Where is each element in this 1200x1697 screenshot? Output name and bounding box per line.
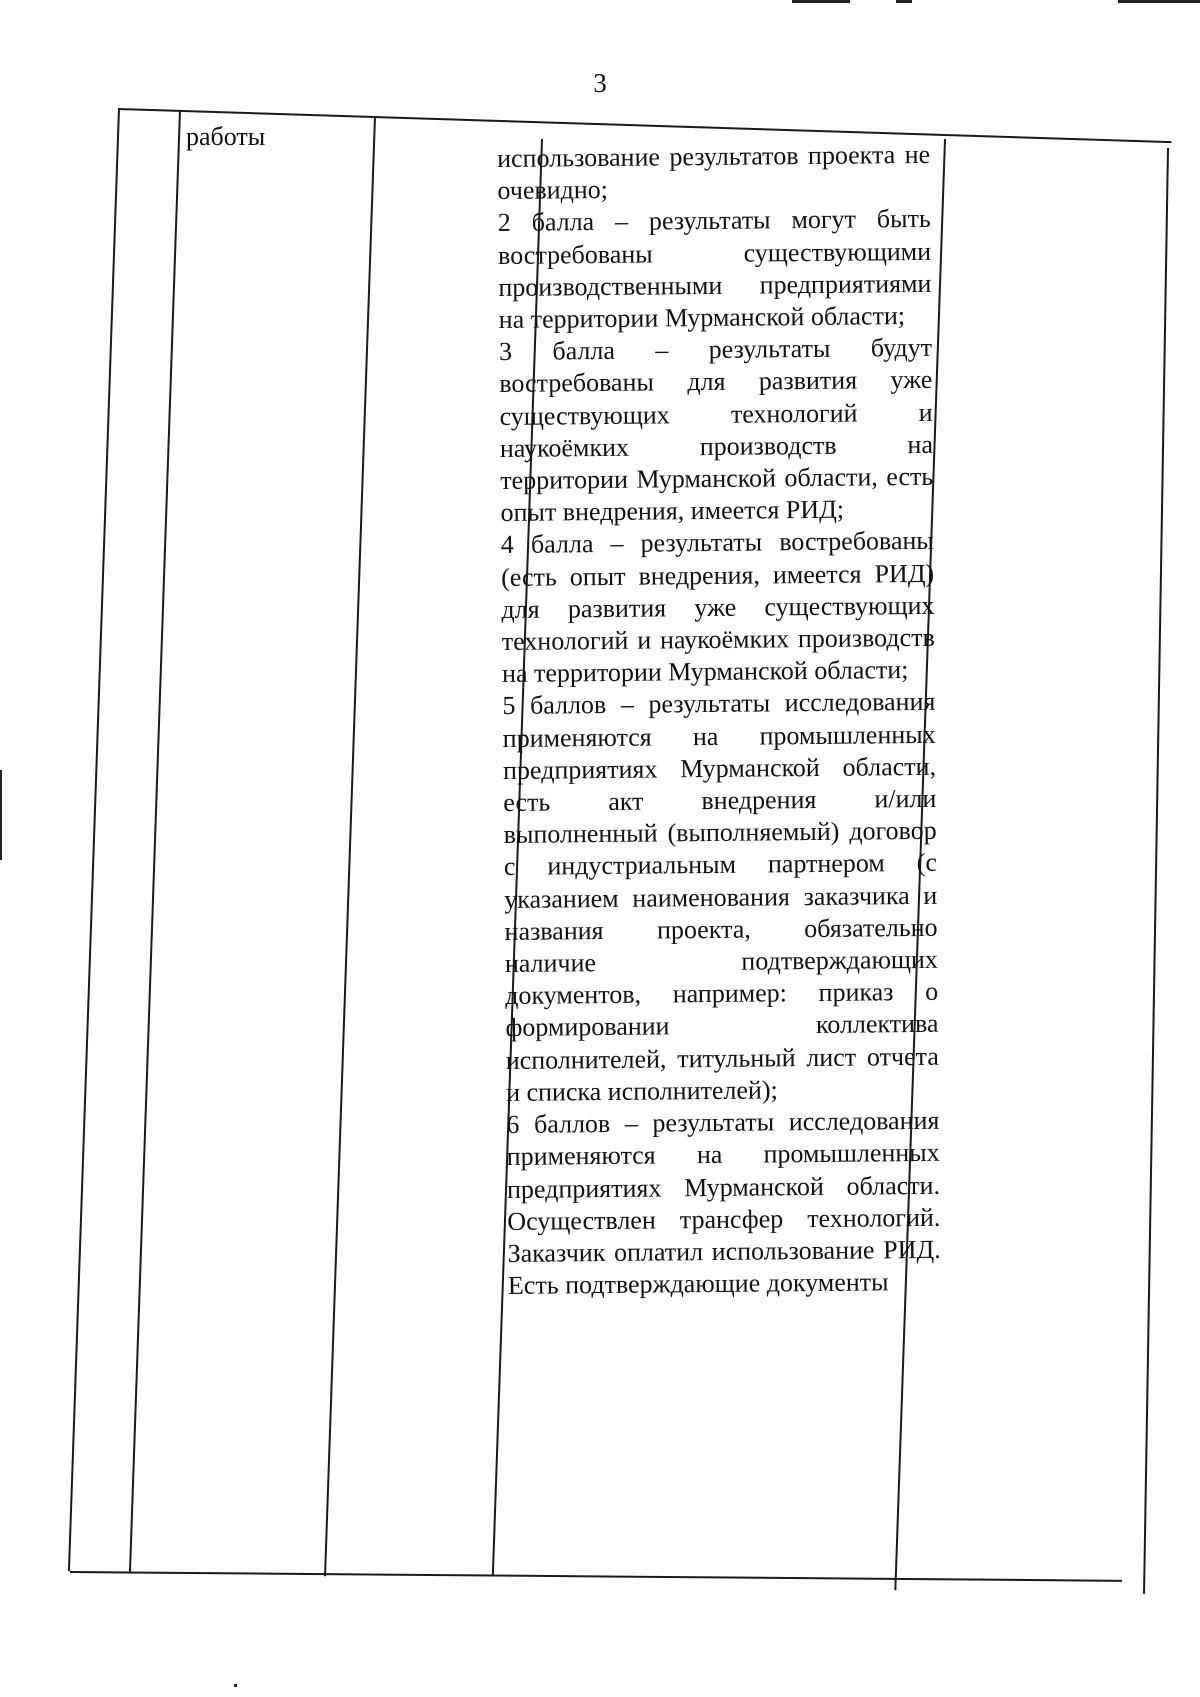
criteria-item-1: использование результатов проекта не очевидно; <box>497 139 931 206</box>
criteria-item-6: 6 баллов – результаты исследования применяются на промышленных предприятиях Мурманской области. Осуществлен трансфер технологий. Заказчик оплатил использование РИД. Есть подтверждающие документы <box>506 1105 941 1301</box>
scan-mark-top-2 <box>896 0 912 3</box>
scan-mark-top-3 <box>1118 0 1200 3</box>
column-cell-label: работы <box>186 122 266 151</box>
criteria-item-4: 4 балла – результаты востребованы (есть опыт внедрения, имеется РИД) для развития уже существующих технологий и наукоёмких производств на территории Мурманской области; <box>500 526 935 689</box>
column-divider-1 <box>129 110 181 1572</box>
criteria-item-2: 2 балла – результаты могут быть востребованы существующими производственными предприятиями на территории Мурманской области; <box>497 204 932 335</box>
table-top-border <box>118 108 1172 143</box>
scan-mark-dot <box>234 1684 237 1687</box>
table-left-border <box>68 108 120 1571</box>
table-right-border <box>1143 148 1169 1594</box>
criteria-item-3: 3 балла – результаты будут востребованы для развития уже существующих технологий и наукоёмких производств на территории Мурманской области, есть опыт внедрения, имеется РИД; <box>498 333 934 528</box>
table-bottom-border <box>70 1571 1122 1582</box>
criteria-cell <box>497 139 941 1302</box>
scan-mark-top-1 <box>792 0 850 3</box>
scan-mark-left-edge <box>0 770 2 860</box>
page-number: 3 <box>593 68 607 98</box>
criteria-item-5: 5 баллов – результаты исследования применяются на промышленных предприятиях Мурманской области, есть акт внедрения и/или выполненный (выполняемый) договор с индустриальным партнером (с указанием наименования заказчика и названия проекта, обязательно наличие подтверждающих документов, например: приказ о формировании коллектива исполнителей, титульный лист отчета и списка исполнителей); <box>502 687 939 1107</box>
column-divider-2 <box>324 116 376 1576</box>
